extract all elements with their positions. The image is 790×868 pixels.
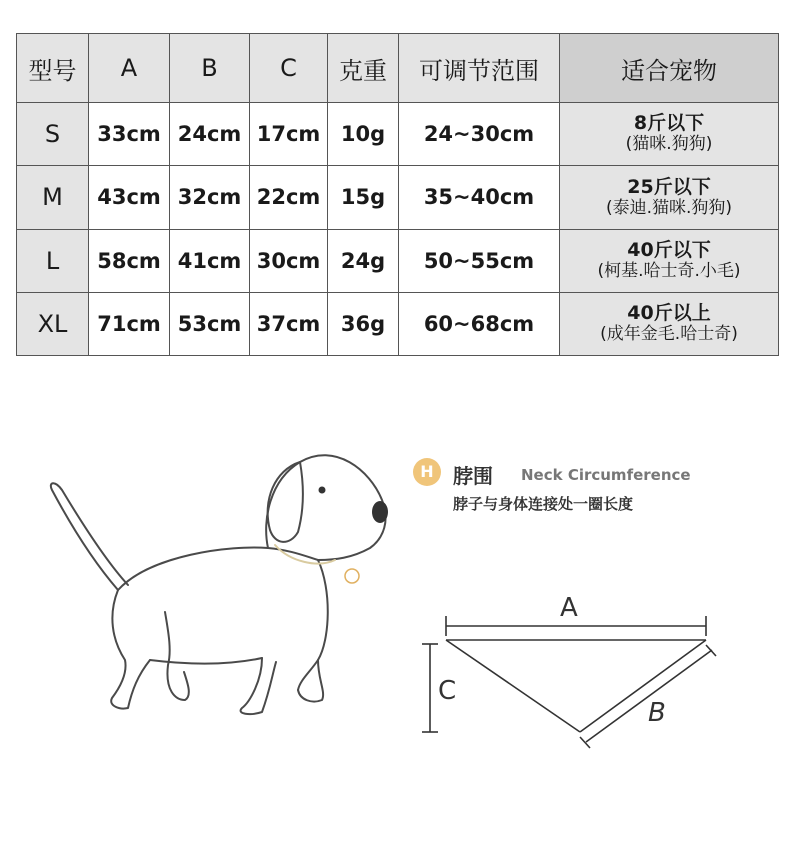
b-cell: 24cm <box>170 103 250 166</box>
neck-badge-icon: H <box>413 458 441 486</box>
dog-belly <box>150 658 262 664</box>
c-cell: 17cm <box>250 103 328 166</box>
neck-title: 脖围 <box>453 464 493 488</box>
a-cell: 43cm <box>89 166 170 229</box>
pet-cell <box>560 166 779 229</box>
dog-body <box>118 547 328 690</box>
dog-nose <box>372 501 388 523</box>
c-cell: 22cm <box>250 166 328 229</box>
weight-cell: 36g <box>328 292 399 355</box>
c-cell: 37cm <box>250 292 328 355</box>
header-c: C <box>250 34 328 103</box>
a-cell: 58cm <box>89 229 170 292</box>
weight-cell: 24g <box>328 229 399 292</box>
size-cell: L <box>17 229 89 292</box>
range-cell: 50~55cm <box>399 229 560 292</box>
collar-tag <box>345 569 359 583</box>
a-cell: 71cm <box>89 292 170 355</box>
range-cell: 60~68cm <box>399 292 560 355</box>
table-row <box>17 103 779 166</box>
diagram-label-a: A <box>560 593 578 623</box>
neck-title-en: Neck Circumference <box>521 466 691 484</box>
weight-cell: 15g <box>328 166 399 229</box>
dog-back-leg-2 <box>165 612 189 700</box>
b-cell: 41cm <box>170 229 250 292</box>
dog-eye <box>319 487 326 494</box>
header-a: A <box>89 34 170 103</box>
pet-sub-text: (成年金毛.哈士奇) <box>600 324 738 345</box>
table-row <box>17 166 779 229</box>
size-cell: M <box>17 166 89 229</box>
dog-back-leg <box>111 590 150 709</box>
header-weight: 克重 <box>328 34 399 103</box>
table-header-row <box>17 34 779 103</box>
triangle-edge-left <box>446 640 580 732</box>
header-b: B <box>170 34 250 103</box>
pet-main-text: 8斤以下 <box>633 112 705 135</box>
diagram-label-c: C <box>438 676 457 706</box>
pet-cell <box>560 103 779 166</box>
table-row <box>17 292 779 355</box>
b-cell: 53cm <box>170 292 250 355</box>
header-pet: 适合宠物 <box>560 34 779 103</box>
header-range: 可调节范围 <box>399 34 560 103</box>
range-cell: 24~30cm <box>399 103 560 166</box>
dimension-line-b <box>586 650 712 742</box>
a-cell: 33cm <box>89 103 170 166</box>
table-row <box>17 229 779 292</box>
size-cell: XL <box>17 292 89 355</box>
header-size: 型号 <box>17 34 89 103</box>
diagram-label-b: B <box>648 698 666 728</box>
pet-sub-text: (猫咪.狗狗) <box>625 134 713 155</box>
size-cell: S <box>17 103 89 166</box>
pet-main-text: 25斤以下 <box>627 175 711 198</box>
pet-cell <box>560 292 779 355</box>
neck-description: 脖子与身体连接处一圈长度 <box>453 495 634 513</box>
pet-cell <box>560 229 779 292</box>
dog-tail <box>51 483 128 590</box>
triangle-edge-right <box>580 640 706 732</box>
b-cell: 32cm <box>170 166 250 229</box>
c-cell: 30cm <box>250 229 328 292</box>
pet-sub-text: (柯基.哈士奇.小毛) <box>597 260 741 281</box>
size-chart-table <box>16 33 779 356</box>
weight-cell: 10g <box>328 103 399 166</box>
dog-front-leg <box>241 658 276 714</box>
pet-sub-text: (泰迪.猫咪.狗狗) <box>605 197 733 218</box>
pet-main-text: 40斤以上 <box>627 302 711 325</box>
range-cell: 35~40cm <box>399 166 560 229</box>
pet-main-text: 40斤以下 <box>627 238 711 261</box>
